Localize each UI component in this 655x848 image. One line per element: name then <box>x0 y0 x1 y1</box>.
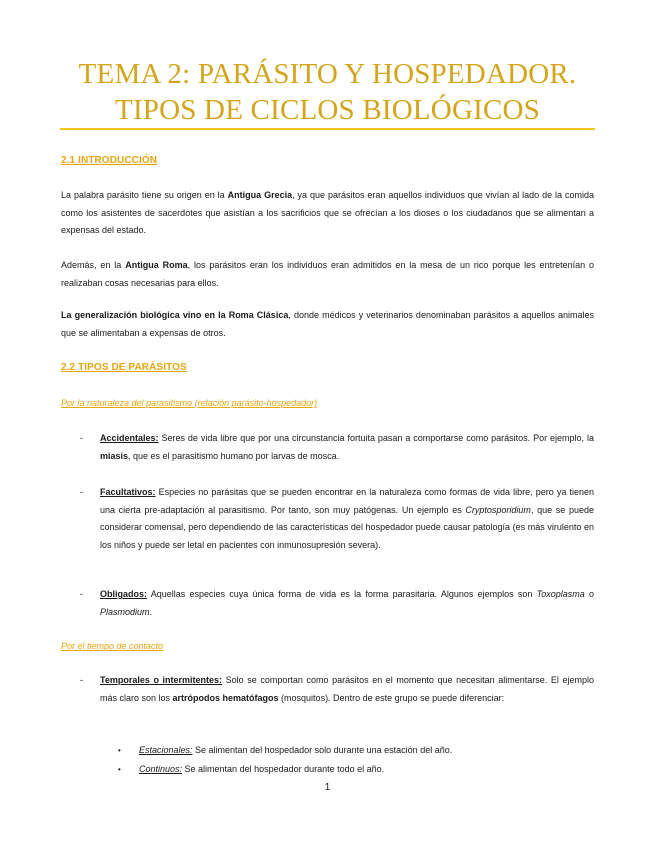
text-run: Solo se comportan como parásitos en el momento que necesitan alimentarse. El ejemplo más claro son los <box>100 675 594 703</box>
emphasis-artropodos: artrópodos hematófagos <box>172 692 279 703</box>
list-item-accidentales <box>100 430 594 465</box>
text-run: (mosquitos). Dentro de este grupo se puede diferenciar: <box>278 692 505 703</box>
text-run: La palabra parásito tiene su origen en la <box>61 190 228 200</box>
bullet-dot: • <box>118 746 121 755</box>
text-run: , que se puede considerar comensal, pero dependiendo de las características del hospedador puede causar patología (es más virulento en los niños y puede ser letal en pacientes con inmunosupresión severa). <box>100 504 594 550</box>
term-temporales: Temporales o intermitentes: <box>100 675 223 685</box>
text-run: Además, en la <box>61 260 126 270</box>
text-run: Se alimentan del hospedador durante todo el año. <box>182 764 385 774</box>
term-continuos: Continuos: <box>139 764 183 774</box>
sub-list-item-continuos <box>139 761 594 779</box>
bullet-dot: • <box>118 765 121 774</box>
list-dash: - <box>80 487 83 497</box>
sub-list-item-estacionales <box>139 742 594 760</box>
species-cryptosporidium: Cryptosporidium <box>465 504 531 515</box>
list-dash: - <box>80 589 83 599</box>
list-item-facultativos <box>100 484 594 554</box>
text-run: Aquellas especies cuya única forma de vida es la forma parasitaria. Algunos ejemplos son <box>147 589 537 599</box>
text-run: Especies no parásitas que se pueden encontrar en la naturaleza como formas de vida libre, pero ya tienen una cierta pre-adaptación al parasitismo. Por tanto, son muy patógenas. Un ejemplo es <box>100 487 594 515</box>
term-accidentales: Accidentales: <box>100 433 159 443</box>
species-toxoplasma: Toxoplasma <box>536 589 585 599</box>
text-run: o <box>584 589 594 599</box>
list-dash: - <box>80 433 83 443</box>
subheading-naturaleza: Por la naturaleza del parasitismo (relación parásito-hospedador) <box>61 398 318 408</box>
page-number: 1 <box>324 782 331 793</box>
document-title-line-1: TEMA 2: PARÁSITO Y HOSPEDADOR. <box>78 58 577 90</box>
section-heading-introduccion: 2.1 INTRODUCCIÓN <box>61 155 158 166</box>
text-run: Seres de vida libre que por una circunstancia fortuita pasan a comportarse como parásitos. Por ejemplo, la <box>158 433 594 443</box>
list-item-temporales <box>100 672 594 707</box>
emphasis-antigua-grecia: Antigua Grecia <box>227 190 293 200</box>
term-obligados: Obligados: <box>100 589 147 599</box>
subheading-tiempo-contacto: Por el tiempo de contacto <box>61 641 164 651</box>
species-plasmodium: Plasmodium <box>100 606 150 617</box>
text-run: Se alimentan del hospedador solo durante una estación del año. <box>192 745 453 755</box>
term-estacionales: Estacionales: <box>139 745 193 755</box>
text-run: , ya que parásitos eran aquellos individuos que vivían al lado de la comida como los asistentes de sacerdotes que asistían a los sacrificios que se ofrecían a los dioses o los ciudadanos que se alimentan a expensas del estado. <box>61 190 595 235</box>
document-title-line-2: TIPOS DE CICLOS BIOLÓGICOS <box>115 94 540 126</box>
title-divider <box>60 128 595 130</box>
text-run: , los parásitos eran los individuos eran admitidos en la mesa de un rico porque les entretenían o realizaban cosas necesarias para ellos. <box>61 260 594 288</box>
paragraph-intro-roma <box>61 257 594 292</box>
section-heading-tipos-parasitos: 2.2 TIPOS DE PARÁSITOS <box>61 362 187 373</box>
paragraph-intro-grecia <box>61 187 594 240</box>
text-run: , que es el parasitismo humano por larvas de mosca. <box>128 450 340 461</box>
emphasis-generalizacion: La generalización biológica vino en la Roma Clásica <box>61 310 289 320</box>
term-facultativos: Facultativos: <box>100 487 156 497</box>
emphasis-antigua-roma: Antigua Roma <box>125 260 188 270</box>
text-run: , donde médicos y veterinarios denominaban parásitos a aquellos animales que se alimentaban a expensas de otros. <box>61 310 594 338</box>
list-dash: - <box>80 675 83 685</box>
text-run: . <box>149 606 153 617</box>
list-item-obligados <box>100 586 594 621</box>
emphasis-miasis: miasis <box>100 450 129 461</box>
paragraph-intro-roma-clasica <box>61 307 594 342</box>
